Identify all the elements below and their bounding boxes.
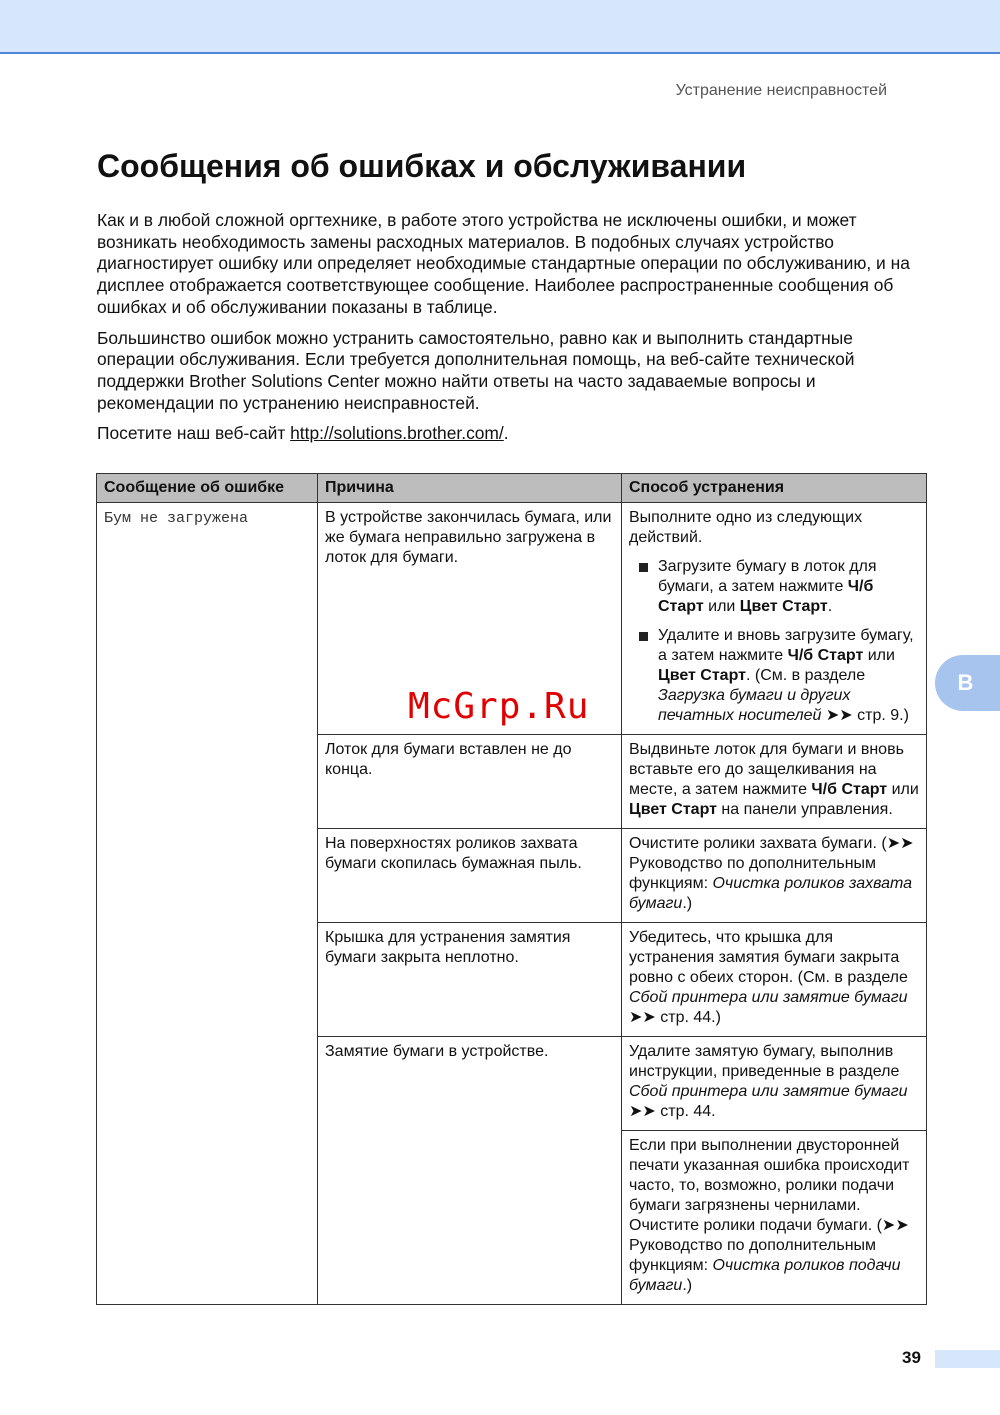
cause-cell: Замятие бумаги в устройстве. (318, 1037, 622, 1305)
error-table (96, 473, 927, 1305)
text: . (827, 598, 833, 615)
running-head: Устранение неисправностей (675, 82, 887, 99)
remedy-cell (622, 503, 927, 735)
page-title: Сообщения об ошибках и обслуживании (97, 148, 747, 184)
page-number: 39 (902, 1348, 921, 1367)
solutions-link[interactable]: http://solutions.brother.com/ (290, 423, 504, 444)
cause-cell: На поверхностях роликов захвата бумаги скопилась бумажная пыль. (318, 829, 622, 923)
header-remedy: Способ устранения (622, 474, 927, 503)
bullet-square-icon (639, 563, 648, 572)
key-color-start: Цвет Старт (658, 667, 746, 684)
header-band (0, 0, 1000, 54)
error-message: Бум не загружена (104, 510, 249, 527)
bullet-square-icon (639, 632, 648, 641)
visit-suffix: . (503, 423, 509, 444)
watermark: McGrp.Ru (408, 686, 590, 727)
text: или (863, 647, 895, 664)
cross-reference: Очистка роликов захвата бумаги (629, 875, 913, 912)
remedy-cell (622, 829, 927, 923)
cause-cell: Крышка для устранения замятия бумаги закрыта неплотно. (318, 923, 622, 1037)
footer-tab (935, 1350, 1000, 1368)
text: Очистите ролики захвата бумаги. (➤➤ Руководство по дополнительным функциям: (629, 835, 914, 892)
cause-cell: В устройстве закончилась бумага, или же бумага неправильно загружена в лоток для бумаги. (318, 503, 622, 735)
text: ➤➤ стр. 44. (629, 1103, 716, 1120)
key-color-start: Цвет Старт (739, 598, 828, 615)
bullet-text (658, 557, 919, 617)
text: . (См. в разделе (745, 667, 866, 684)
cross-reference: Загрузка бумаги и других печатных носителей (658, 687, 851, 724)
table-header-row (97, 474, 927, 503)
intro-paragraph-3 (97, 423, 932, 445)
key-mono-start: Ч/б Старт (658, 578, 874, 615)
remedy-intro: Выполните одно из следующих действий. (629, 509, 863, 546)
text: Если при выполнении двусторонней печати указанная ошибка происходит часто, то, возможно, ролики подачи бумаги загрязнены чернилами. Очистите ролики подачи бумаги. (➤➤ Руководство по дополнительным функциям: (629, 1137, 910, 1274)
text: Убедитесь, что крышка для устранения замятия бумаги закрыта ровно с обеих сторон. (См. в разделе (629, 929, 908, 986)
cross-reference: Сбой принтера или замятие бумаги (629, 989, 908, 1006)
header-cause: Причина (318, 474, 622, 503)
remedy-cell (622, 735, 927, 829)
text: Загрузите бумагу в лоток для бумаги, а затем нажмите (658, 558, 877, 595)
text: Выдвиньте лоток для бумаги и вновь вставьте его до защелкивания на месте, а затем нажмите (629, 741, 904, 798)
list-item (629, 557, 919, 617)
header-message: Сообщение об ошибке (97, 474, 318, 503)
list-item (629, 626, 919, 726)
intro-paragraph-2: Большинство ошибок можно устранить самостоятельно, равно как и выполнить стандартные операции обслуживания. Если требуется дополнительная помощь, на веб-сайте технической поддержки Brother Solutions Center можно найти ответы на часто задаваемые вопросы и рекомендации по устранению неисправностей. (97, 327, 855, 413)
key-mono-start: Ч/б Старт (811, 781, 888, 798)
text: ➤➤ стр. 44.) (629, 1009, 721, 1026)
cause-cell: Лоток для бумаги вставлен не до конца. (318, 735, 622, 829)
intro-paragraph-1: Как и в любой сложной оргтехнике, в работе этого устройства не исключены ошибки, и может возникать необходимость замены расходных материалов. В подобных случаях устройство диагностирует ошибку или определяет необходимые стандартные операции по обслуживанию, и на дисплее отображается соответствующее сообщение. Наиболее распространенные сообщения об ошибках и об обслуживании показаны в таблице. (97, 210, 910, 317)
table-row (97, 503, 927, 735)
bullet-text (658, 626, 919, 726)
key-mono-start: Ч/б Старт (787, 647, 864, 664)
text: Удалите замятую бумагу, выполнив инструкции, приведенные в разделе (629, 1043, 900, 1080)
text: или (703, 598, 740, 615)
cross-reference: Очистка роликов подачи бумаги (629, 1257, 901, 1294)
appendix-tab: B (935, 655, 1000, 711)
text: .) (682, 1277, 693, 1294)
key-color-start: Цвет Старт (629, 801, 717, 818)
text: ➤➤ стр. 9.) (821, 707, 909, 724)
remedy-cell (622, 923, 927, 1037)
visit-text: Посетите наш веб-сайт (97, 423, 291, 444)
remedy-cell (622, 1037, 927, 1131)
cross-reference: Сбой принтера или замятие бумаги (629, 1083, 908, 1100)
text: или (887, 781, 919, 798)
text: Удалите и вновь загрузите бумагу, а затем нажмите (658, 627, 914, 664)
remedy-cell (622, 1131, 927, 1305)
intro-text (97, 210, 932, 454)
message-cell (97, 503, 318, 1305)
text: .) (682, 895, 693, 912)
text: на панели управления. (716, 801, 893, 818)
